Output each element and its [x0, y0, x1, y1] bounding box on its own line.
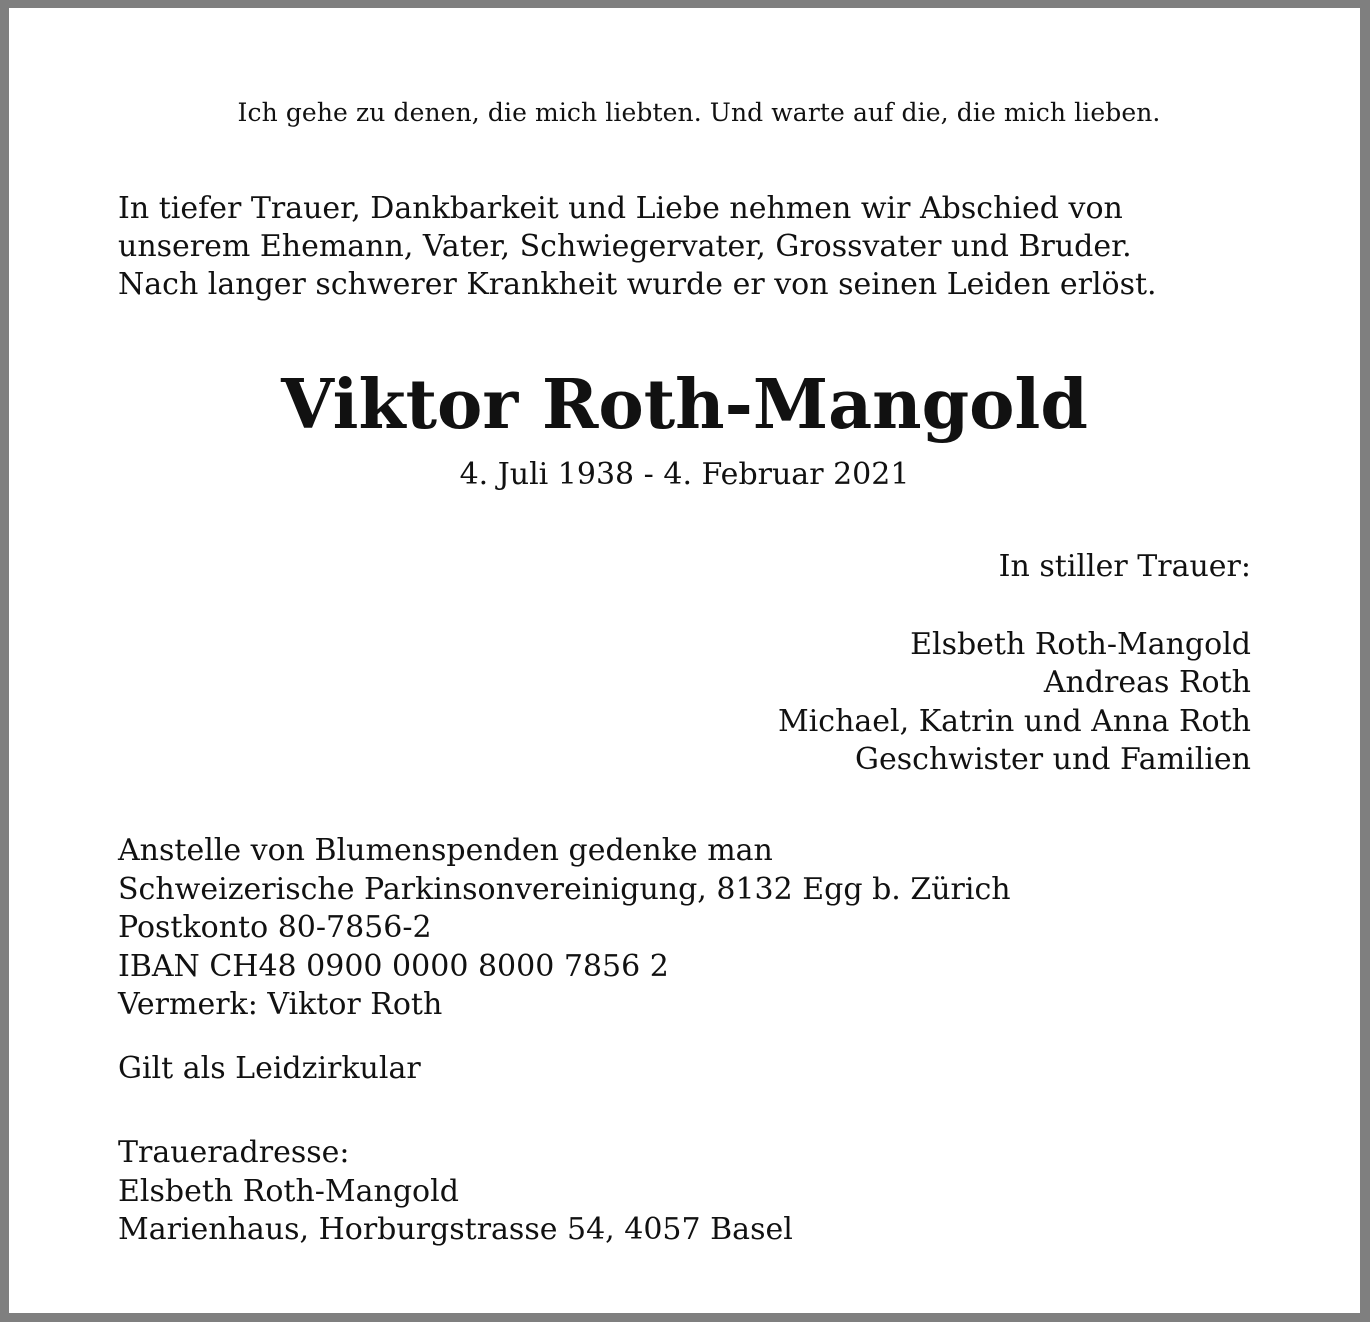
donation-line: IBAN CH48 0900 0000 8000 7856 2	[118, 948, 669, 984]
intro-line: In tiefer Trauer, Dankbarkeit und Liebe nehmen wir Abschied von	[118, 191, 1123, 226]
address-heading: Traueradresse:	[118, 1135, 350, 1170]
motto-quote: Ich gehe zu denen, die mich liebten. Und warte auf die, die mich lieben.	[237, 98, 1161, 127]
mourning-address	[118, 1134, 793, 1250]
donation-line: Postkonto 80-7856-2	[118, 910, 432, 945]
deceased-name: Viktor Roth-Mangold	[281, 365, 1088, 445]
intro-line: Nach langer schwerer Krankheit wurde er von seinen Leiden erlöst.	[118, 267, 1157, 302]
intro-paragraph	[118, 190, 1248, 304]
donation-line: Anstelle von Blumenspenden gedenke man	[118, 833, 773, 868]
circular-note: Gilt als Leidzirkular	[118, 1051, 421, 1086]
donation-line: Vermerk: Viktor Roth	[118, 987, 443, 1022]
life-dates: 4. Juli 1938 - 4. Februar 2021	[459, 457, 910, 492]
donation-info	[118, 832, 1011, 1025]
mourner-name: Elsbeth Roth-Mangold	[910, 626, 1251, 662]
mourner-name: Michael, Katrin und Anna Roth	[777, 703, 1251, 739]
obituary-notice	[9, 8, 1360, 1313]
address-name: Elsbeth Roth-Mangold	[118, 1173, 459, 1209]
mourners-block	[778, 548, 1251, 780]
mourners-heading: In stiller Trauer:	[998, 549, 1251, 584]
mourner-name: Geschwister und Familien	[855, 742, 1251, 777]
intro-line: unserem Ehemann, Vater, Schwiegervater, Grossvater und Bruder.	[118, 229, 1132, 264]
donation-line: Schweizerische Parkinsonvereinigung, 8132 Egg b. Zürich	[118, 871, 1011, 907]
mourner-name: Andreas Roth	[1043, 665, 1251, 700]
address-street: Marienhaus, Horburgstrasse 54, 4057 Basel	[118, 1212, 793, 1247]
